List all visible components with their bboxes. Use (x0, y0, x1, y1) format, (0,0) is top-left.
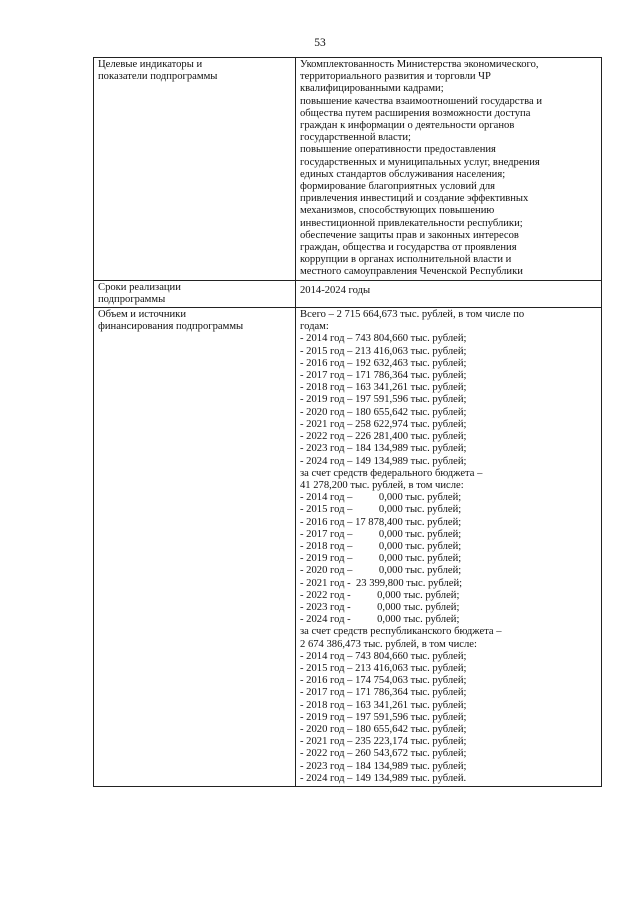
cell-text-line: - 2019 год – 0,000 тыс. рублей; (300, 553, 462, 565)
cell-text-line: - 2016 год – 17 878,400 тыс. рублей; (300, 516, 462, 528)
cell-text-line: - 2015 год – 213 416,063 тыс. рублей; (300, 662, 467, 674)
cell-text-line: - 2019 год – 197 591,596 тыс. рублей; (300, 394, 467, 406)
cell-text-line: подпрограммы (98, 293, 166, 305)
cell-text-line: - 2023 год – 184 134,989 тыс. рублей; (300, 443, 467, 455)
cell-text-line: - 2021 год – 235 223,174 тыс. рублей; (300, 736, 467, 748)
cell-text-line: механизмов, способствующих повышению (300, 205, 495, 217)
row-value (296, 308, 602, 787)
cell-text-line: - 2024 год - 0,000 тыс. рублей; (300, 614, 460, 626)
cell-text-line: - 2021 год - 23 399,800 тыс. рублей; (300, 577, 463, 589)
cell-text-line: показатели подпрограммы (98, 71, 218, 83)
cell-text-line: - 2022 год – 260 543,672 тыс. рублей; (300, 748, 467, 760)
cell-text-line: Целевые индикаторы и (98, 59, 203, 70)
cell-text-line: Объем и источники (98, 309, 186, 321)
cell-text-line: финансирования подпрограммы (98, 321, 244, 333)
row-value (296, 58, 602, 281)
cell-text-line: формирование благоприятных условий для (300, 181, 496, 193)
cell-text-line: - 2016 год – 192 632,463 тыс. рублей; (300, 357, 467, 369)
cell-text-line: 2 674 386,473 тыс. рублей, в том числе: (300, 638, 477, 650)
cell-text-line: местного самоуправления Чеченской Республики (300, 266, 523, 278)
cell-text-line: единых стандартов обслуживания населения; (300, 168, 506, 180)
cell-text-line: - 2020 год – 180 655,642 тыс. рублей; (300, 723, 467, 735)
cell-text-line: - 2017 год – 0,000 тыс. рублей; (300, 528, 462, 540)
cell-text-line: - 2023 год – 184 134,989 тыс. рублей; (300, 760, 467, 772)
cell-text-line: - 2021 год – 258 622,974 тыс. рублей; (300, 418, 467, 430)
cell-text-line: - 2018 год – 0,000 тыс. рублей; (300, 540, 462, 552)
cell-text-line: - 2015 год – 213 416,063 тыс. рублей; (300, 345, 467, 357)
cell-text-line: - 2018 год – 163 341,261 тыс. рублей; (300, 382, 467, 394)
cell-text-line: 41 278,200 тыс. рублей, в том числе: (300, 479, 464, 491)
cell-text-line: - 2014 год – 0,000 тыс. рублей; (300, 492, 462, 504)
cell-text-line: Укомплектованность Министерства экономического, (300, 59, 539, 70)
table-row (94, 58, 602, 281)
table-row (94, 308, 602, 787)
cell-text-line: - 2016 год – 174 754,063 тыс. рублей; (300, 675, 467, 687)
cell-text-line: - 2024 год – 149 134,989 тыс. рублей. (300, 772, 467, 784)
cell-text-line: государственной власти; (300, 132, 411, 144)
cell-text-line: повышение оперативности предоставления (300, 144, 496, 156)
cell-text-line: - 2023 год - 0,000 тыс. рублей; (300, 601, 460, 613)
cell-text-line: за счет средств республиканского бюджета – (300, 626, 502, 638)
cell-text-line: - 2019 год – 197 591,596 тыс. рублей; (300, 711, 467, 723)
cell-text-line: общества путем расширения возможности доступа (300, 107, 531, 119)
cell-text-line: обеспечение защиты прав и законных интересов (300, 229, 519, 241)
row-label (94, 58, 296, 281)
cell-text-line: 2014-2024 годы (300, 284, 371, 296)
subprogram-passport-table (93, 57, 602, 787)
cell-text-line: Всего – 2 715 664,673 тыс. рублей, в том числе по (300, 309, 525, 321)
cell-text-line: - 2020 год – 180 655,642 тыс. рублей; (300, 406, 467, 418)
cell-text-line: территориального развития и торговли ЧР (300, 71, 491, 83)
row-label (94, 280, 296, 307)
cell-text-line: годам: (300, 321, 329, 333)
cell-text-line: - 2022 год - 0,000 тыс. рублей; (300, 589, 460, 601)
cell-text-line: граждан к информации о деятельности органов (300, 120, 515, 132)
cell-text-line: повышение качества взаимоотношений государства и (300, 95, 543, 107)
cell-text-line: - 2014 год – 743 804,660 тыс. рублей; (300, 650, 467, 662)
page-number: 53 (314, 37, 326, 49)
cell-text-line: - 2014 год – 743 804,660 тыс. рублей; (300, 333, 467, 345)
cell-text-line: - 2018 год – 163 341,261 тыс. рублей; (300, 699, 467, 711)
cell-text-line: квалифицированными кадрами; (300, 83, 444, 95)
cell-text-line: - 2017 год – 171 786,364 тыс. рублей; (300, 687, 467, 699)
cell-text-line: инвестиционной привлекательности республики; (300, 217, 523, 229)
cell-text-line: за счет средств федерального бюджета – (300, 467, 483, 479)
cell-text-line: привлечения инвестиций и создание эффективных (300, 193, 529, 205)
row-value (296, 280, 602, 307)
table-row (94, 280, 602, 307)
cell-text-line: коррупции в органах исполнительной власти и (300, 254, 512, 266)
cell-text-line: - 2015 год – 0,000 тыс. рублей; (300, 504, 462, 516)
row-label (94, 308, 296, 787)
cell-text-line: Сроки реализации (98, 281, 181, 293)
cell-text-line: государственных и муниципальных услуг, внедрения (300, 156, 540, 168)
cell-text-line: - 2020 год – 0,000 тыс. рублей; (300, 565, 462, 577)
cell-text-line: - 2022 год – 226 281,400 тыс. рублей; (300, 431, 467, 443)
cell-text-line: - 2017 год – 171 786,364 тыс. рублей; (300, 370, 467, 382)
cell-text-line: - 2024 год – 149 134,989 тыс. рублей; (300, 455, 467, 467)
cell-text-line: граждан, общества и государства от проявления (300, 242, 517, 254)
